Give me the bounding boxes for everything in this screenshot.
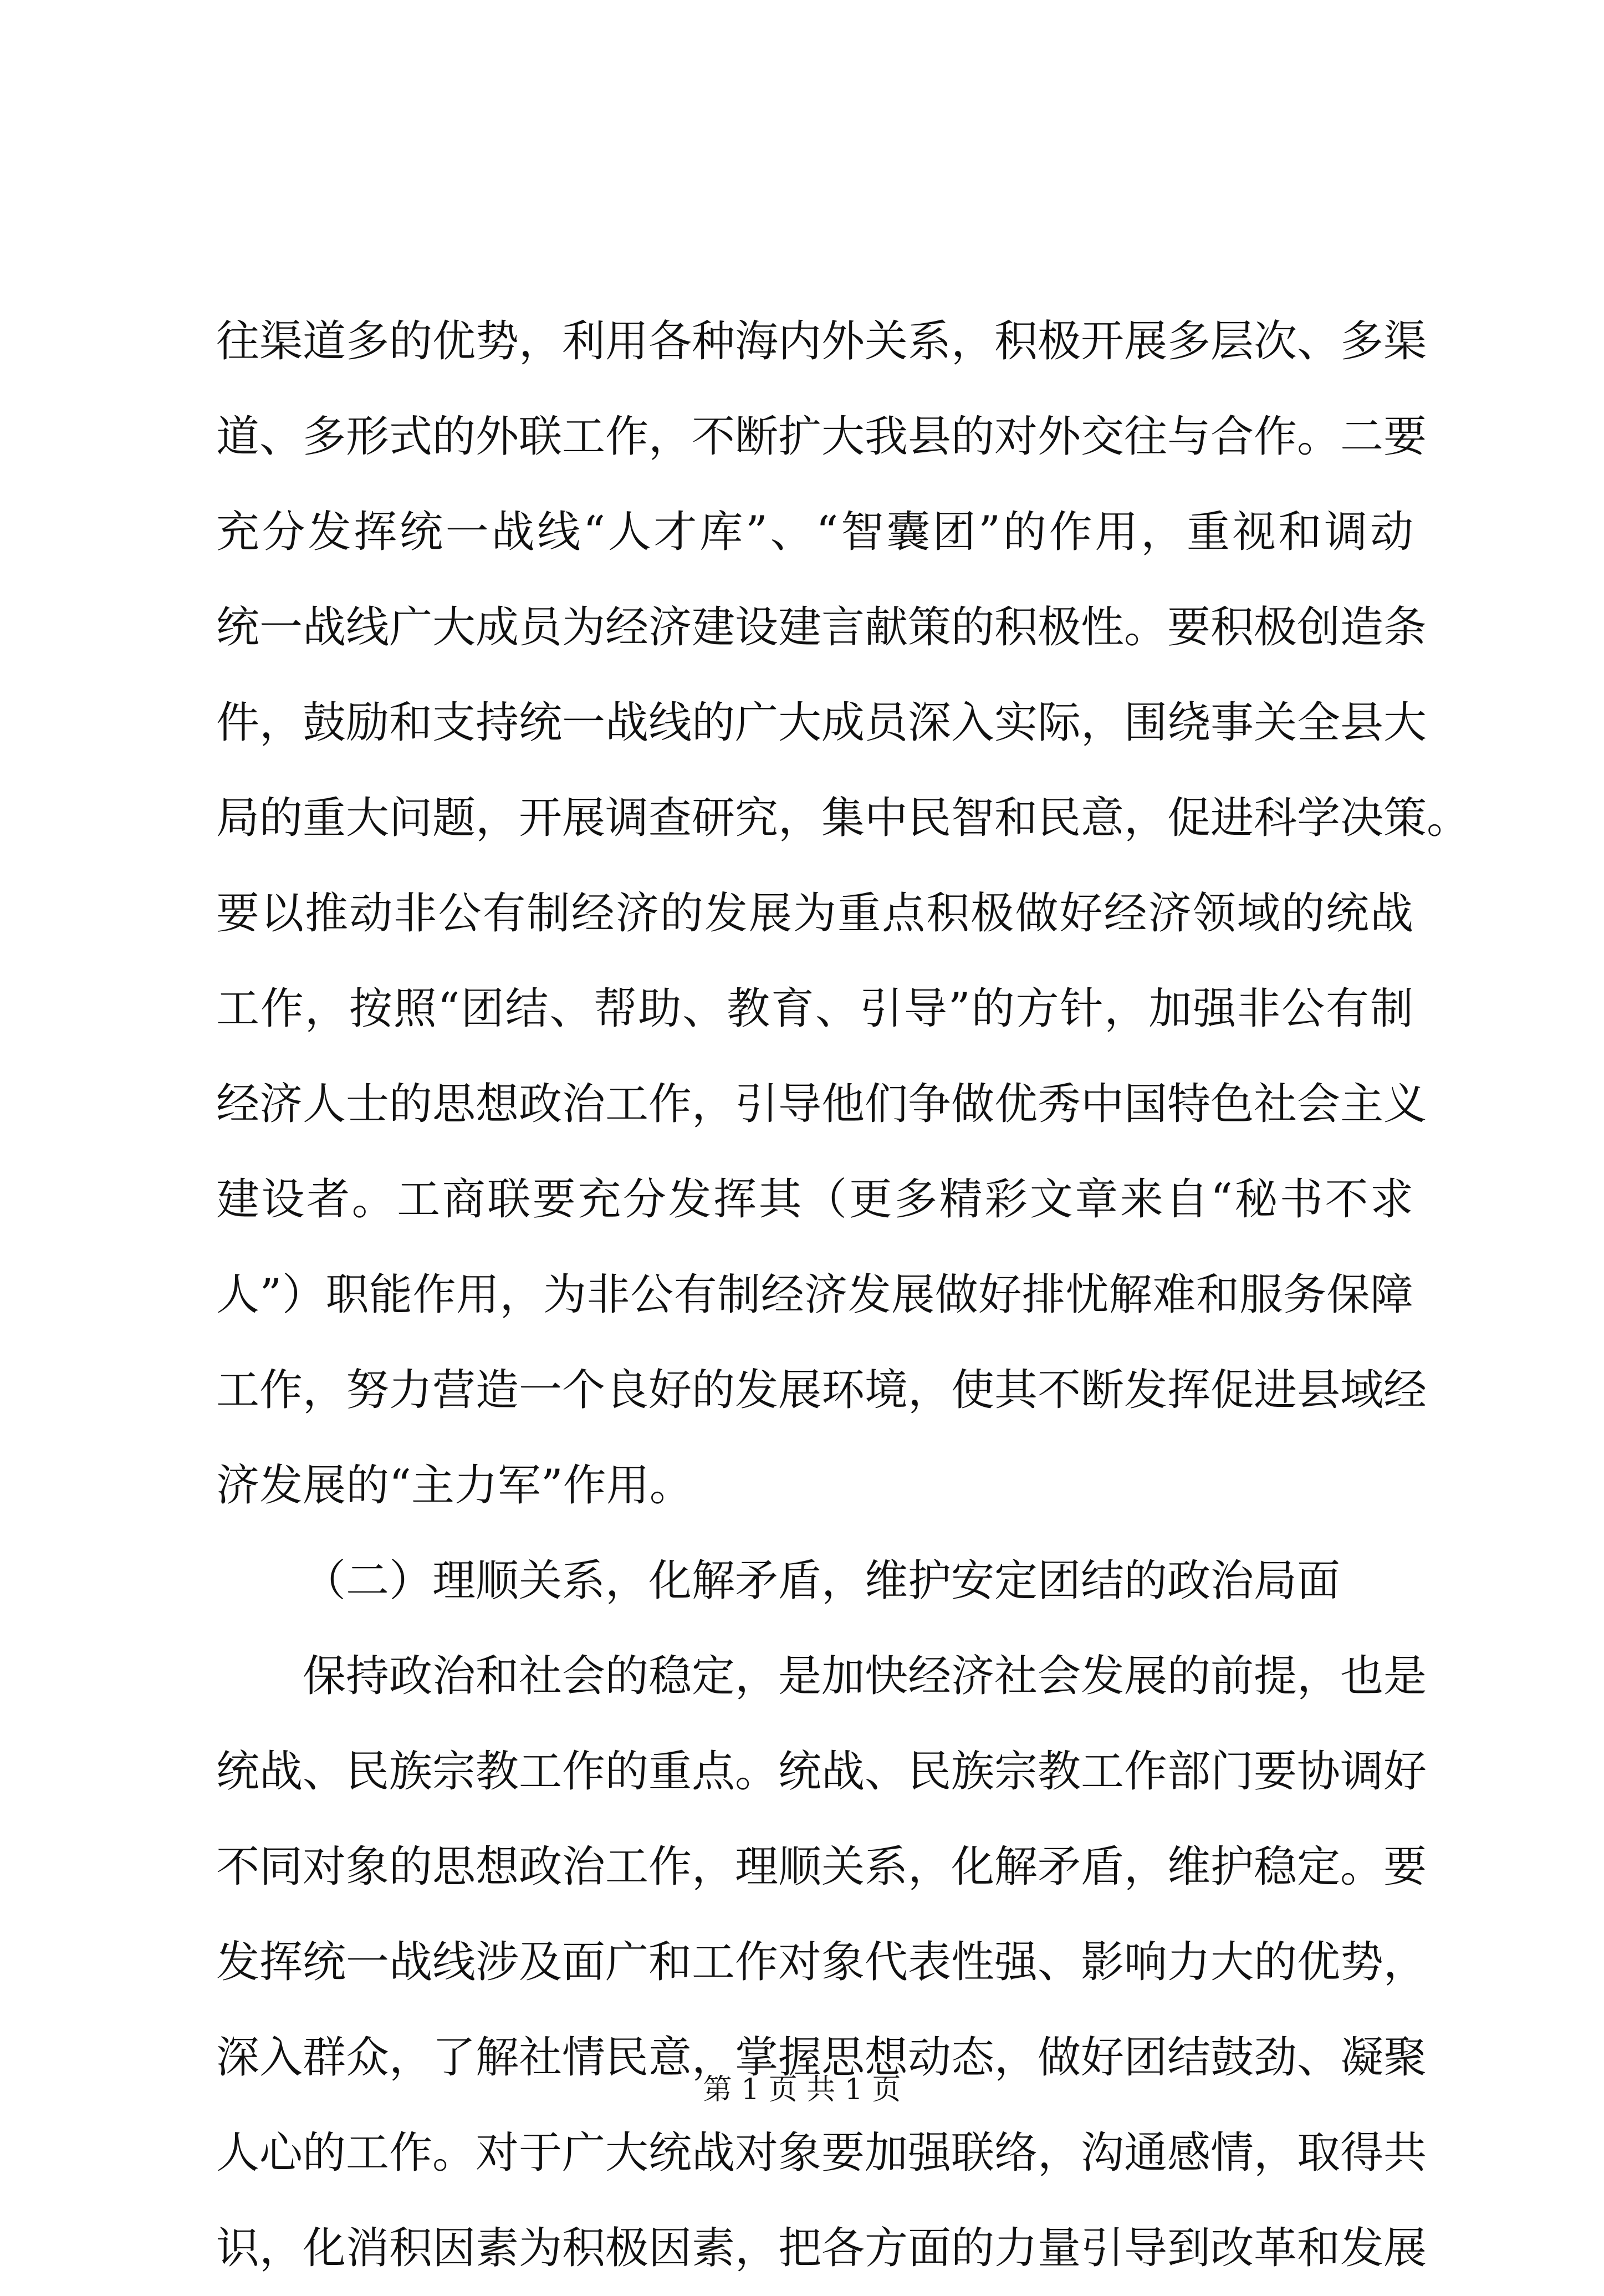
body-text: [216, 294, 1470, 2296]
text-line: 不同对象的思想政治工作，理顺关系，化解矛盾，维护稳定。要: [216, 1842, 1427, 1892]
text-line: 往渠道多的优势，利用各种海内外关系，积极开展多层次、多渠: [216, 317, 1427, 366]
text-line: 工作，按照“团结、帮助、教育、引导”的方针，加强非公有制: [216, 984, 1413, 1034]
text-line: 件，鼓励和支持统一战线的广大成员深入实际，围绕事关全县大: [216, 698, 1427, 748]
text-line: 统一战线广大成员为经济建设建言献策的积极性。要积极创造条: [216, 603, 1427, 652]
text-line: 保持政治和社会的稳定，是加快经济社会发展的前提，也是: [303, 1651, 1427, 1701]
section-heading: （二）理顺关系，化解矛盾，维护安定团结的政治局面: [303, 1556, 1341, 1606]
text-line: 识，化消积因素为积极因素，把各方面的力量引导到改革和发展: [216, 2223, 1427, 2273]
text-line: 发挥统一战线涉及面广和工作对象代表性强、影响力大的优势，: [216, 1937, 1427, 1987]
text-line: 济发展的“主力军”作用。: [216, 1461, 693, 1511]
text-line: 深入群众，了解社情民意，掌握思想动态，做好团结鼓劲、凝聚: [216, 2033, 1427, 2083]
text-line: 建设者。工商联要充分发挥其（更多精彩文章来自“秘书不求: [216, 1175, 1413, 1224]
text-line: 充分发挥统一战线“人才库”、“智囊团”的作用，重视和调动: [216, 507, 1413, 557]
text-line: 道、多形式的外联工作，不断扩大我县的对外交往与合作。二要: [216, 412, 1427, 462]
text-line: 人心的工作。对于广大统战对象要加强联络，沟通感情，取得共: [216, 2128, 1427, 2178]
page-number-footer: 第 1 页 共 1 页: [703, 2073, 901, 2106]
text-line: 经济人士的思想政治工作，引导他们争做优秀中国特色社会主义: [216, 1079, 1427, 1129]
text-line: 人”）职能作用，为非公有制经济发展做好排忧解难和服务保障: [216, 1270, 1413, 1320]
text-line: 统战、民族宗教工作的重点。统战、民族宗教工作部门要协调好: [216, 1747, 1427, 1797]
text-line: 工作，努力营造一个良好的发展环境，使其不断发挥促进县域经: [216, 1365, 1427, 1415]
text-line: 要以推动非公有制经济的发展为重点积极做好经济领域的统战: [216, 889, 1413, 938]
text-line: 局的重大问题，开展调查研究，集中民智和民意，促进科学决策。: [216, 793, 1470, 843]
